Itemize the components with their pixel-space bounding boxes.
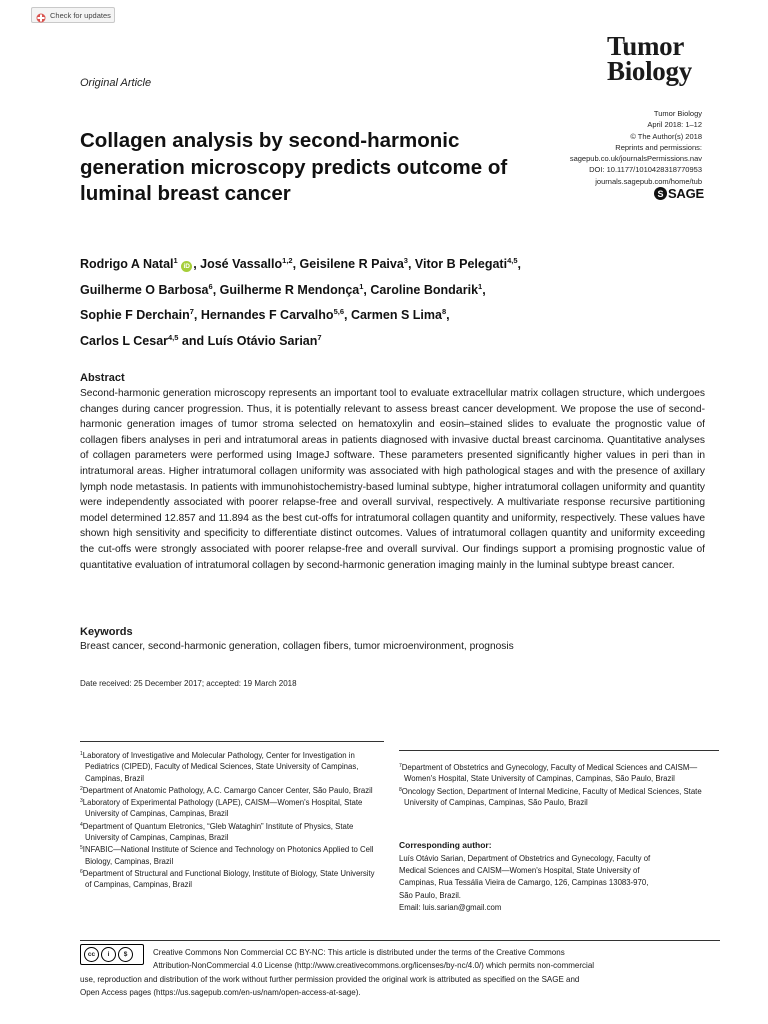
- license-line: Open Access pages (https://us.sagepub.com/en-us/nam/open-access-at-sage).: [80, 987, 361, 997]
- author-name[interactable]: José Vassallo: [200, 257, 283, 271]
- author-affiliation-ref: 1: [359, 281, 364, 291]
- noncommercial-icon: $: [118, 947, 133, 962]
- pub-info-journal-link[interactable]: journals.sagepub.com/home/tub: [595, 176, 702, 186]
- journal-logo[interactable]: [607, 31, 717, 86]
- article-title: Collagen analysis by second-harmonic generation microscopy predicts outcome of luminal breast cancer: [80, 129, 508, 205]
- affiliation-number: 8: [399, 786, 402, 793]
- affiliations-left: [80, 749, 380, 891]
- pub-info-journal: Tumor Biology: [653, 109, 702, 118]
- affiliation-text: INFABIC—National Institute of Science and Technology on Photonics Applied to Cell Biology, Campinas, Brazil: [82, 845, 374, 866]
- author-name[interactable]: Rodrigo A Natal: [80, 257, 174, 271]
- author-affiliation-ref: 1: [478, 281, 483, 291]
- author-name[interactable]: Sophie F Derchain: [80, 308, 190, 322]
- author-affiliation-ref: 5,6: [333, 307, 344, 316]
- author-affiliation-ref: 7: [189, 307, 194, 316]
- affiliation-number: 3: [80, 798, 83, 805]
- author-name[interactable]: Hernandes F Carvalho: [200, 308, 334, 322]
- keywords-heading: Keywords: [80, 626, 133, 638]
- author-name[interactable]: Carmen S Lima: [350, 308, 442, 322]
- sage-logo[interactable]: [654, 186, 704, 201]
- affiliations-divider-right: [399, 750, 719, 751]
- pub-info-reprints: Reprints and permissions:: [615, 142, 702, 152]
- affiliation-number: 6: [80, 868, 83, 875]
- pub-info-issue: April 2018: 1–12: [647, 120, 702, 130]
- affiliation-text: Laboratory of Investigative and Molecular Pathology, Center for Investigation in Pediatrics (CIPED), Faculty of Medical Sciences, State University of Campinas, Campinas, Brazil: [82, 751, 359, 783]
- affiliation-text: Oncology Section, Department of Internal Medicine, Faculty of Medical Sciences, State University of Campinas, Campinas, São Paulo, Brazil: [401, 786, 702, 807]
- corresponding-line: Medical Sciences and CAISM—Women's Hospital, State University of: [399, 866, 640, 876]
- author-name[interactable]: Carlos L Cesar: [80, 333, 169, 348]
- affiliation-item: [80, 784, 380, 796]
- affiliations-right: [399, 761, 719, 808]
- author-name[interactable]: Geisilene R Paiva: [299, 257, 404, 271]
- corresponding-author-heading: Corresponding author:: [399, 840, 492, 850]
- pub-info-doi[interactable]: DOI: 10.1177/1010428318770953: [589, 165, 702, 175]
- corresponding-email[interactable]: Email: luis.sarian@gmail.com: [399, 902, 502, 912]
- author-name[interactable]: Guilherme O Barbosa: [80, 282, 209, 297]
- author-name[interactable]: Luís Otávio Sarian: [207, 333, 318, 348]
- author-affiliation-ref: 1,2: [282, 256, 293, 265]
- author-affiliation-ref: 3: [403, 256, 408, 265]
- affiliation-number: 5: [80, 845, 83, 852]
- affiliation-number: 1: [80, 751, 83, 757]
- check-for-updates-button[interactable]: [31, 7, 115, 23]
- affiliation-item: [80, 843, 380, 867]
- crossmark-icon: [36, 10, 46, 20]
- attribution-icon: i: [101, 947, 116, 962]
- journal-name-line2: Biology: [607, 56, 692, 86]
- author-affiliation-ref: 4,5: [507, 256, 518, 265]
- affiliation-text: Department of Obstetrics and Gynecology, Faculty of Medical Sciences and CAISM—Women's Hospital, State University of Campinas, Campinas, São Paulo, Brazil: [401, 763, 698, 784]
- author-affiliation-ref: 8: [441, 307, 447, 316]
- affiliation-item: [80, 820, 380, 844]
- affiliation-item: [80, 796, 380, 820]
- corresponding-line: Luís Otávio Sarian, Department of Obstetrics and Gynecology, Faculty of: [399, 854, 651, 863]
- check-for-updates-label: Check for updates: [50, 10, 111, 20]
- license-text: [80, 946, 720, 999]
- orcid-icon[interactable]: iD: [181, 261, 192, 272]
- affiliation-text: Department of Structural and Functional Biology, Institute of Biology, State University of Campinas, Campinas, Brazil: [82, 868, 375, 890]
- license-line: Creative Commons Non Commercial CC BY-NC: This article is distributed under the terms of the Creative Commons: [153, 948, 565, 957]
- corresponding-author-details: [399, 853, 719, 914]
- corresponding-line: Campinas, Rua Tessália Vieira de Camargo, 126, Campinas 13083-970,: [399, 878, 649, 888]
- license-divider: [80, 940, 720, 941]
- affiliation-number: 7: [399, 763, 402, 769]
- corresponding-line: São Paulo, Brazil.: [399, 890, 461, 900]
- affiliation-text: Department of Quantum Eletronics, “Gleb Wataghin” Institute of Physics, State University of Campinas, Campinas, Brazil: [82, 821, 354, 843]
- affiliation-item: [80, 867, 380, 891]
- affiliations-divider-left: [80, 741, 384, 742]
- affiliation-item: [399, 761, 719, 785]
- author-affiliation-ref: 4,5: [168, 332, 179, 342]
- author-name[interactable]: Guilherme R Mendonça: [219, 282, 360, 297]
- affiliation-number: 4: [80, 821, 83, 828]
- author-name[interactable]: Caroline Bondarik: [370, 282, 479, 297]
- affiliation-item: [399, 785, 719, 809]
- cc-icon: cc: [84, 947, 99, 962]
- author-affiliation-ref: 1: [173, 256, 178, 265]
- author-list: Rodrigo A Natal$^1$ iD , José Vassallo$^{1,2}$, Geisilene R Paiva$^3$, Vitor B Pelegati$^{4,5}$, Guilherme O Barbosa$^6$, Guilherme R Mendonça$^1$, Caroline Bondarik$^1$, Sophie F Derchain$^7$, Hernandes F Carvalho$^{5,6}$, Carmen S Lima$^8$, Carlos L Cesar$^{4,5}$ and Luís Otávio Sarian$^7$: [80, 256, 521, 348]
- pub-info-copyright: © The Author(s) 2018: [630, 131, 702, 141]
- affiliation-number: 2: [80, 785, 83, 792]
- author-name[interactable]: Vitor B Pelegati: [414, 257, 508, 271]
- abstract-heading: Abstract: [80, 372, 125, 384]
- article-type: Original Article: [80, 77, 152, 89]
- journal-name-line1: Tumor: [607, 31, 685, 61]
- license-line: Attribution-NonCommercial 4.0 License (http://www.creativecommons.org/licenses/by-nc/4.0/) which permits non-commercial: [153, 961, 595, 971]
- pub-info-permissions-link[interactable]: sagepub.co.uk/journalsPermissions.nav: [569, 154, 702, 164]
- abstract-text: Second-harmonic generation microscopy represents an important tool to evaluate extracellular matrix collagen structure, which undergoes changes during cancer progression. Thus, it is potentially relevant to assess breast cancer development. We propose the use of second-harmonic generation images of tumor stroma selected on hematoxylin and eosin–stained slides to evaluate the prognostic value of collagen fibers analyses in peri and intratumoral areas in patients diagnosed with invasive ductal breast carcinoma. Quantitative analyses of collagen parameters were performed using ImageJ software. These parameters presented significantly higher values in peri than in intratumoral areas. Higher intratumoral collagen uniformity was associated with high pathological stages and with the presence of axillary lymph node metastasis. In patients with immunohistochemistry-based luminal subtype, higher intratumoral collagen uniformity and quantity were independently associated with poorer relapse-free and overall survival, respectively. A multivariate response recursive partitioning model determined 12.857 and 11.894 as the best cut-offs for intratumoral collagen quantity and uniformity, respectively. These values have shown high sensitivity and specificity to differentiate distinct outcomes. Values of intratumoral collagen quantity and uniformity exceeding the cut-offs were strongly associated with poorer relapse-free and overall survival. Our findings support a promising prognostic value of quantitative evaluation of intratumoral collagen by second-harmonic generation imaging mainly in the luminal subtype breast cancer.: [80, 388, 705, 571]
- affiliation-text: Laboratory of Experimental Pathology (LAPE), CAISM—Women's Hospital, State University of Campinas, Campinas, Brazil: [82, 798, 363, 819]
- author-affiliation-ref: 6: [208, 281, 213, 291]
- license-line: use, reproduction and distribution of the work without further permission provided the original work is attributed as specified on the SAGE and: [80, 974, 580, 984]
- affiliation-item: [80, 749, 380, 784]
- author-affiliation-ref: 7: [317, 332, 322, 342]
- sage-mark-icon: S: [654, 187, 667, 200]
- sage-name: SAGE: [667, 186, 704, 201]
- affiliation-text: Department of Anatomic Pathology, A.C. Camargo Cancer Center, São Paulo, Brazil: [82, 785, 373, 795]
- date-received: Date received: 25 December 2017; accepted: 19 March 2018: [80, 679, 297, 688]
- keywords-text: Breast cancer, second-harmonic generation, collagen fibers, tumor microenvironment, prognosis: [80, 641, 514, 652]
